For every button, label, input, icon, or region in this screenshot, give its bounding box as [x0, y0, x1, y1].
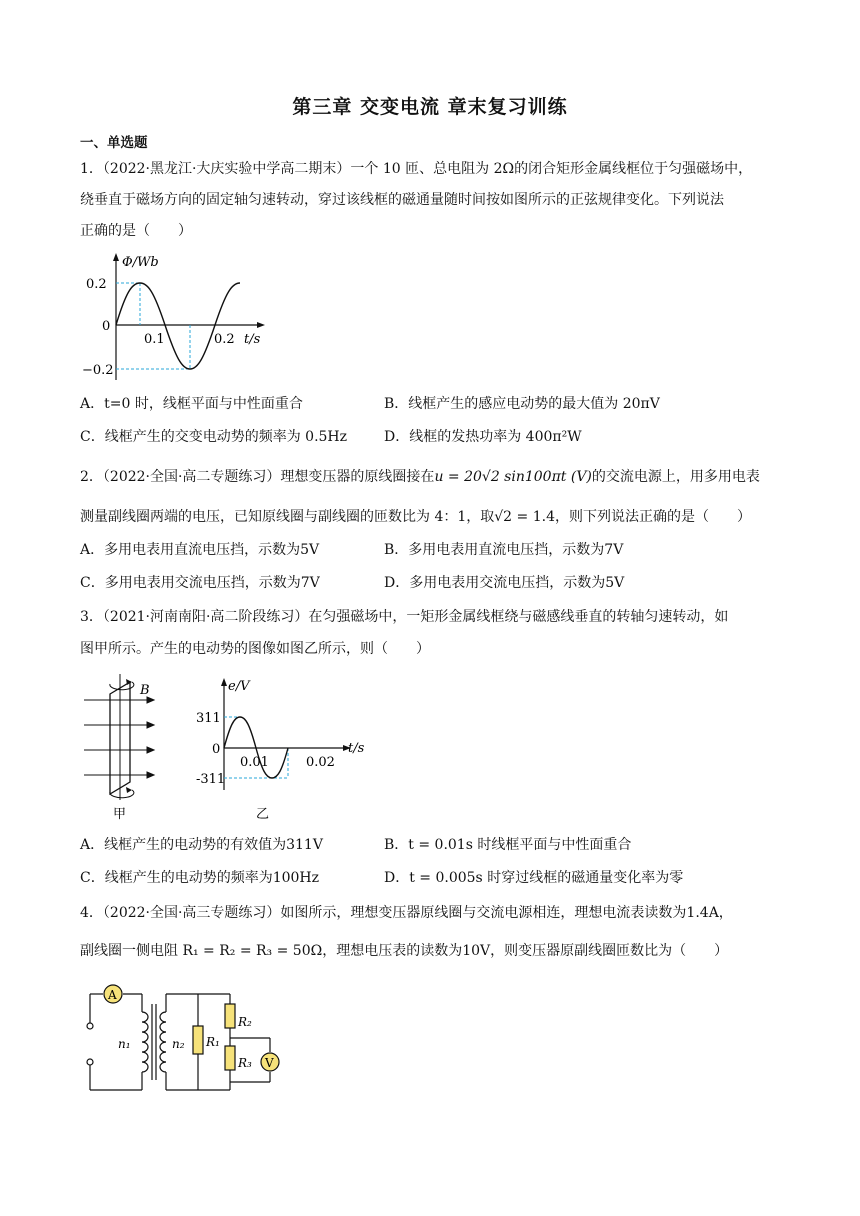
- q1-y-tick-neg: −0.2: [82, 363, 114, 378]
- q3-x-tick-1: 0.01: [240, 755, 269, 770]
- q4-label-r1: R₁: [206, 1035, 220, 1049]
- q3-figure-a: [80, 670, 170, 820]
- section-heading: 一、单选题: [80, 135, 148, 151]
- q1-x-axis-label: t/s: [244, 332, 261, 347]
- q2-line-1-post: 的交流电源上，用多用电表: [591, 469, 760, 485]
- q1-sine-curve: [116, 283, 240, 369]
- q4-ammeter-label: A: [108, 988, 117, 1002]
- q1-line-1: 1．（2022·黑龙江·大庆实验中学高二期末）一个 10 匝、总电阻为 2Ω的闭合矩形金属线框位于匀强磁场中，: [80, 161, 753, 177]
- q4-voltmeter-label: V: [265, 1056, 274, 1070]
- q3-y-axis-label: e/V: [228, 679, 250, 694]
- q2-line-1: [80, 467, 760, 487]
- q3-option-b: B．t = 0.01s 时线框平面与中性面重合: [384, 837, 632, 853]
- q3-x-axis-label: t/s: [348, 741, 365, 756]
- q1-option-d: D．线框的发热功率为 400π²W: [384, 429, 582, 445]
- q3-y-tick-neg: -311: [196, 772, 226, 787]
- q2-formula: u = 20√2 sin100πt (V): [434, 469, 592, 485]
- q3-option-d: D．t = 0.005s 时穿过线框的磁通量变化率为零: [384, 870, 684, 886]
- q3-y-tick-pos: 311: [196, 711, 221, 726]
- q4-resistor-r1: [193, 1026, 203, 1054]
- q4-resistor-r3: [225, 1046, 235, 1070]
- q1-option-b: B．线框产生的感应电动势的最大值为 20πV: [384, 396, 660, 412]
- q4-circuit-diagram: [80, 982, 300, 1098]
- q3-y-tick-zero: 0: [212, 742, 221, 757]
- page-title: 第三章 交变电流 章末复习训练: [292, 96, 568, 118]
- q3-option-c: C．线框产生的电动势的频率为100Hz: [80, 870, 320, 886]
- q3-x-tick-2: 0.02: [306, 755, 335, 770]
- q3-option-a: A．线框产生的电动势的有效值为311V: [80, 837, 323, 853]
- q3-line-2: 图甲所示。产生的电动势的图像如图乙所示，则（ ）: [80, 641, 430, 657]
- q1-y-axis-label: Φ/Wb: [122, 255, 159, 270]
- q1-y-tick-zero: 0: [102, 319, 111, 334]
- q4-line-1: 4．（2022·全国·高三专题练习）如图所示，理想变压器原线圈与交流电源相连，理想电流表读数为1.4A，: [80, 905, 733, 921]
- q3-figure-a-label: 甲: [113, 807, 127, 820]
- q4-label-r3: R₃: [238, 1056, 252, 1070]
- q2-option-a: A．多用电表用直流电压挡，示数为5V: [80, 542, 320, 558]
- q3-line-1: 3．（2021·河南南阳·高二阶段练习）在匀强磁场中，一矩形金属线框绕与磁感线垂直的转轴匀速转动，如: [80, 609, 729, 625]
- q1-y-tick-pos: 0.2: [86, 277, 107, 292]
- q3-figure-b-label: 乙: [256, 807, 270, 820]
- q2-option-d: D．多用电表用交流电压挡，示数为5V: [384, 575, 625, 591]
- q2-option-c: C．多用电表用交流电压挡，示数为7V: [80, 575, 320, 591]
- q3-field-label: B: [140, 683, 150, 698]
- q1-option-c: C．线框产生的交变电动势的频率为 0.5Hz: [80, 429, 348, 445]
- q4-label-n2: n₂: [172, 1037, 185, 1051]
- q2-option-b: B．多用电表用直流电压挡，示数为7V: [384, 542, 624, 558]
- q4-label-n1: n₁: [118, 1037, 131, 1051]
- q1-x-tick-2: 0.2: [214, 332, 235, 347]
- q4-label-r2: R₂: [238, 1015, 252, 1029]
- q2-line-1-pre: 2．（2022·全国·高二专题练习）理想变压器的原线圈接在: [80, 469, 435, 485]
- q1-flux-graph: [82, 250, 282, 385]
- q1-line-3: 正确的是（ ）: [80, 223, 192, 239]
- q4-resistor-r2: [225, 1004, 235, 1028]
- q2-line-2: 测量副线圈两端的电压，已知原线圈与副线圈的匝数比为 4：1，取√2 = 1.4，则下列说法正确的是（ ）: [80, 509, 751, 525]
- q3-figure-b: [196, 670, 376, 820]
- q1-option-a: A．t=0 时，线框平面与中性面重合: [80, 396, 303, 412]
- q1-line-2: 绕垂直于磁场方向的固定轴匀速转动，穿过该线框的磁通量随时间按如图所示的正弦规律变化。下列说法: [80, 192, 724, 208]
- q4-line-2: 副线圈一侧电阻 R₁ = R₂ = R₃ = 50Ω，理想电压表的读数为10V，则变压器原副线圈匝数比为（ ）: [80, 943, 729, 959]
- q1-x-tick-1: 0.1: [144, 332, 165, 347]
